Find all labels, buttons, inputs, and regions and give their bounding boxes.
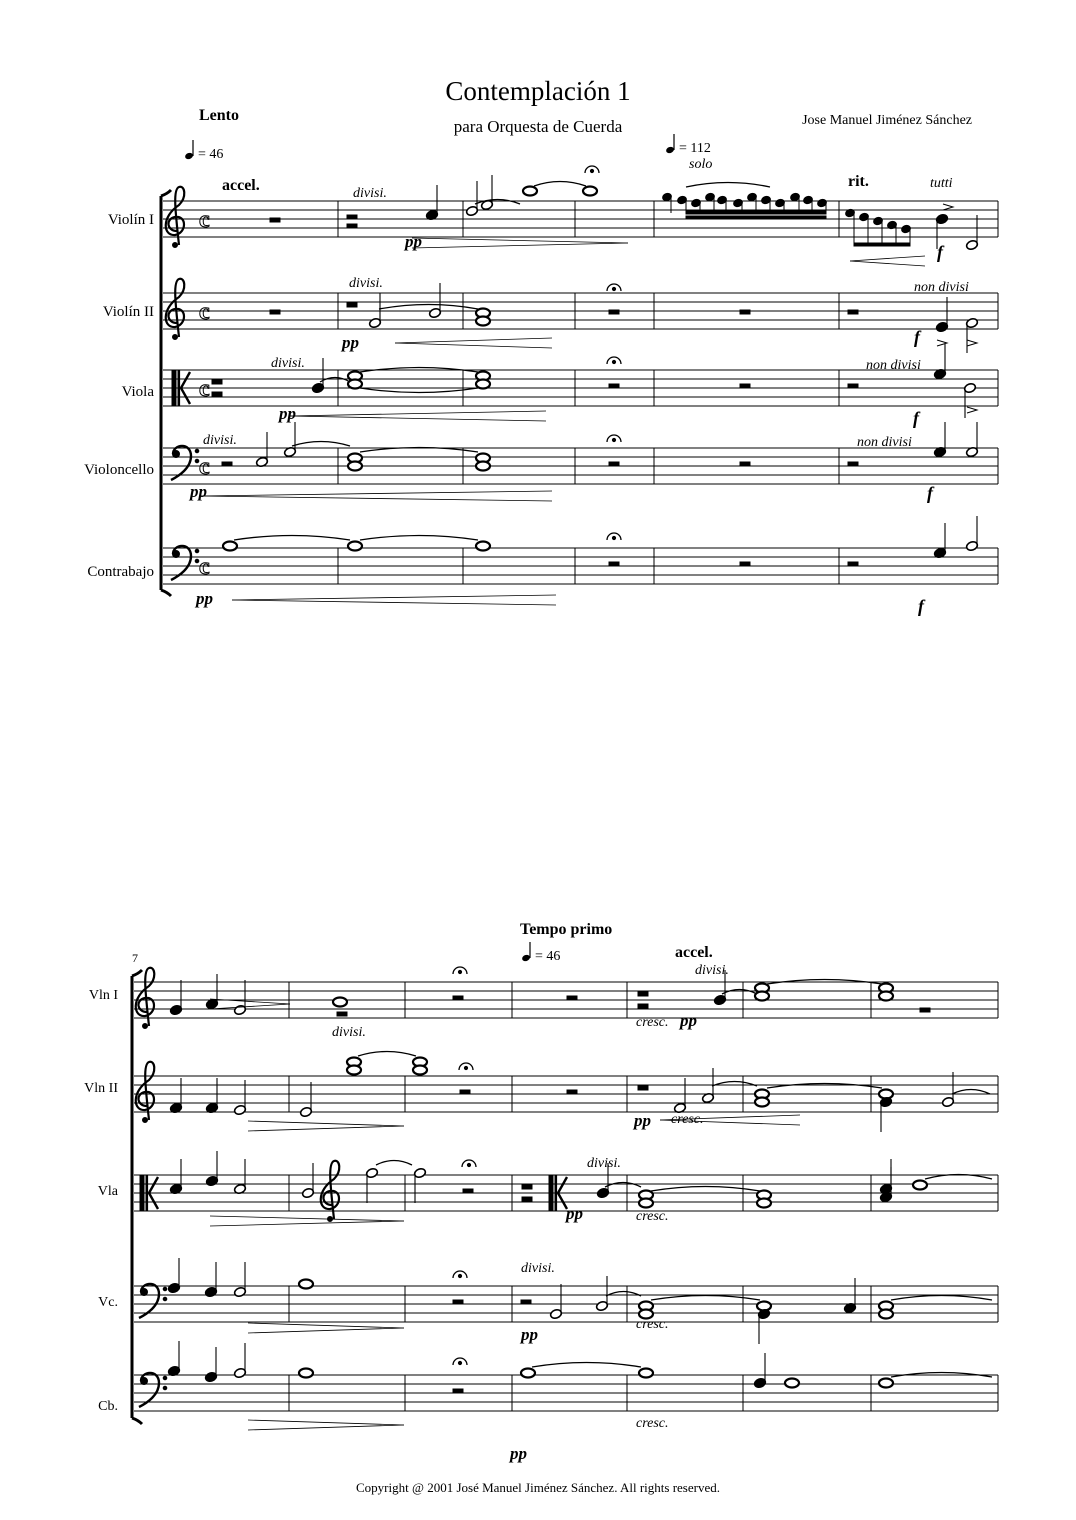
rest: [638, 1004, 648, 1008]
tie: [360, 388, 478, 393]
note: [879, 1096, 892, 1132]
clef-bar: [140, 1175, 144, 1211]
clef-bar: [146, 1175, 148, 1211]
composer-name: Jose Manuel Jiménez Sánchez: [802, 113, 972, 128]
time-signature: c: [199, 299, 210, 325]
dynamic-pp: pp: [190, 482, 207, 501]
notehead: [348, 462, 362, 471]
divisi-direction: divisi.: [349, 276, 383, 291]
time-signature: c: [199, 454, 210, 480]
instrument-name-bass: Contrabajo: [87, 564, 154, 580]
fermata-icon: [607, 435, 621, 442]
dynamic-pp: pp: [510, 1444, 527, 1463]
tie: [952, 1090, 990, 1095]
rest: [347, 303, 357, 307]
note: [673, 1078, 686, 1114]
rest: [848, 384, 858, 388]
tie: [651, 1187, 760, 1192]
fermata-dot: [458, 1274, 461, 1277]
metronome-mark: [184, 140, 223, 162]
fermata-dot: [612, 536, 615, 539]
whole-note: [879, 992, 893, 1001]
rest: [522, 1185, 532, 1189]
note: [283, 422, 296, 458]
dynamic-f: f: [913, 408, 919, 428]
hairpin-line: [232, 600, 556, 605]
notehead: [223, 542, 237, 551]
fermata-dot: [467, 1163, 470, 1166]
note: [965, 317, 978, 353]
clef-dot: [173, 243, 178, 248]
treble-clef-icon: [166, 279, 185, 340]
note: [965, 422, 978, 458]
treble-clef-icon: [136, 968, 155, 1029]
clef-dot: [195, 449, 199, 453]
fermata-dot: [612, 287, 615, 290]
instrument-name-violin-2: Vln II: [84, 1081, 118, 1096]
clef-path: [136, 1062, 155, 1120]
clef-bar: [555, 1175, 557, 1211]
metronome-mark: [521, 942, 560, 964]
dynamic-pp: pp: [405, 232, 422, 251]
rest: [347, 215, 357, 219]
rest: [567, 996, 577, 1000]
cresc-marking: cresc.: [636, 1416, 669, 1431]
notehead: [523, 187, 537, 196]
clef-dot: [141, 1378, 148, 1385]
staff-1: [163, 293, 998, 329]
tie: [234, 536, 350, 541]
dynamic-pp: pp: [342, 333, 359, 352]
clef-dot: [163, 1287, 167, 1291]
rest: [848, 310, 858, 314]
fermata-icon: [607, 533, 621, 540]
note: [933, 422, 946, 458]
hairpin-line: [248, 1323, 404, 1328]
dynamic-f: f: [918, 596, 924, 616]
rest: [638, 1086, 648, 1090]
note: [941, 1072, 954, 1108]
metronome-mark-2: [665, 134, 711, 156]
fermata-dot: [464, 1066, 467, 1069]
whole-note: [348, 462, 362, 471]
tie: [891, 1296, 992, 1301]
dynamic-pp: pp: [279, 404, 296, 423]
time-signature: c: [199, 376, 210, 402]
clef-dot: [143, 1118, 148, 1123]
clef-dot: [173, 551, 180, 558]
accel-marking: accel.: [222, 177, 260, 194]
notehead: [476, 317, 490, 326]
fermata-dot: [612, 360, 615, 363]
measure-number: 7: [132, 951, 138, 965]
hairpin-line: [290, 416, 546, 421]
notehead: [476, 380, 490, 389]
note: [757, 1308, 770, 1344]
divisi-direction: divisi.: [353, 186, 387, 201]
dynamic-f: f: [927, 483, 933, 503]
note: [299, 1082, 312, 1118]
note: [933, 344, 946, 380]
treble-clef-icon: [321, 1161, 340, 1222]
hairpin-line: [200, 496, 552, 501]
notehead: [299, 1369, 313, 1378]
staff-9: [134, 1375, 998, 1411]
whole-note: [476, 542, 490, 551]
whole-note: [521, 1369, 535, 1378]
divisi-direction: divisi.: [203, 433, 237, 448]
hairpin-line: [850, 256, 925, 261]
tie: [292, 442, 350, 447]
note: [233, 1159, 246, 1195]
rest: [920, 1008, 930, 1012]
divisi-direction: divisi.: [695, 963, 729, 978]
cresc-marking: cresc.: [636, 1317, 669, 1332]
note: [255, 432, 268, 468]
accent: [943, 204, 953, 210]
clef-dot: [163, 1376, 167, 1380]
non-divisi-direction: non divisi: [857, 435, 912, 450]
rest: [522, 1197, 532, 1201]
notehead: [413, 1066, 427, 1075]
dynamic-pp: pp: [196, 589, 213, 608]
hairpin-line: [248, 1420, 404, 1425]
whole-note: [755, 1098, 769, 1107]
treble-clef-icon: [136, 1062, 155, 1123]
tempo-marking: Lento: [199, 107, 239, 124]
time-signature: c: [199, 207, 210, 233]
whole-note: [347, 1066, 361, 1075]
divisi-direction: divisi.: [271, 356, 305, 371]
note: [753, 1353, 766, 1389]
copyright-notice: Copyright @ 2001 José Manuel Jiménez Sánchez. All rights reserved.: [356, 1480, 720, 1495]
notehead: [476, 462, 490, 471]
quarter-note-icon: [521, 942, 531, 962]
svg-text:= 46: = 46: [535, 949, 561, 964]
score-title: Contemplación 1: [445, 76, 631, 106]
note: [413, 1167, 426, 1203]
note: [233, 1343, 246, 1379]
whole-note: [879, 1310, 893, 1319]
rest: [609, 310, 619, 314]
fermata-icon: [607, 284, 621, 291]
dynamic-pp: pp: [566, 1204, 583, 1223]
rest: [567, 1090, 577, 1094]
dynamic-pp: pp: [634, 1111, 651, 1130]
rest: [212, 380, 222, 384]
beam: [854, 243, 910, 246]
whole-note: [879, 1379, 893, 1388]
note: [233, 1262, 246, 1298]
whole-note: [639, 1199, 653, 1208]
clef-bar: [172, 370, 176, 406]
whole-note: [299, 1280, 313, 1289]
instrument-name-viola: Vla: [97, 1184, 118, 1199]
rest: [740, 462, 750, 466]
tie: [376, 1161, 412, 1166]
note: [480, 175, 493, 211]
staff-4: [163, 548, 998, 584]
rest: [463, 1189, 473, 1193]
clef-path: [166, 187, 185, 245]
fermata-icon: [453, 1271, 467, 1278]
note: [549, 1284, 562, 1320]
tie: [320, 378, 350, 383]
note: [205, 1151, 218, 1187]
solo-direction: solo: [689, 157, 713, 172]
note: [204, 1262, 217, 1298]
note: [965, 516, 978, 552]
fermata-icon: [459, 1063, 473, 1070]
notehead: [639, 1199, 653, 1208]
notehead: [639, 1369, 653, 1378]
rest: [740, 310, 750, 314]
notehead: [755, 992, 769, 1001]
note: [204, 1347, 217, 1383]
hairpin-line: [395, 338, 552, 343]
clef-bar: [549, 1175, 553, 1211]
note: [205, 1078, 218, 1114]
hairpin-line: [210, 1216, 404, 1221]
divisi-direction: divisi.: [332, 1025, 366, 1040]
time-signature: c: [199, 554, 210, 580]
accent: [967, 340, 977, 346]
notehead: [299, 1280, 313, 1289]
whole-note: [476, 317, 490, 326]
rest: [638, 992, 648, 996]
note: [311, 358, 324, 394]
hairpin-line: [248, 1126, 404, 1131]
clef-dot: [173, 335, 178, 340]
hairpin-line: [200, 491, 552, 496]
divisi-direction: divisi.: [587, 1156, 621, 1171]
staff-2: [163, 370, 998, 406]
clef-dot: [163, 1297, 167, 1301]
tie: [722, 990, 757, 995]
notehead: [521, 1369, 535, 1378]
whole-note: [523, 187, 537, 196]
note: [167, 1258, 180, 1294]
dynamic-pp: pp: [680, 1011, 697, 1030]
divisi-direction: divisi.: [521, 1261, 555, 1276]
rest: [337, 1012, 347, 1016]
notehead: [785, 1379, 799, 1388]
dynamic-f: f: [914, 327, 920, 347]
note: [169, 1078, 182, 1114]
note: [843, 1278, 856, 1314]
notehead: [347, 1066, 361, 1075]
tie: [534, 182, 586, 187]
whole-note: [413, 1066, 427, 1075]
non-divisi-direction: non divisi: [866, 358, 921, 373]
hairpin-line: [248, 1425, 404, 1430]
hairpin-line: [232, 595, 556, 600]
whole-note: [348, 380, 362, 389]
clef-dot: [141, 1289, 148, 1296]
hairpin-line: [850, 261, 925, 266]
cresc-marking: cresc.: [671, 1112, 704, 1127]
clef-dot: [173, 451, 180, 458]
notehead: [348, 380, 362, 389]
note: [169, 980, 182, 1016]
clef-dot: [163, 1386, 167, 1390]
whole-note: [476, 462, 490, 471]
accel-marking: accel.: [675, 944, 713, 961]
fermata-icon: [585, 166, 599, 173]
rest: [848, 562, 858, 566]
tutti-direction: tutti: [930, 176, 953, 191]
note: [169, 1159, 182, 1195]
non-divisi-direction: non divisi: [914, 280, 969, 295]
notehead: [879, 1310, 893, 1319]
fermata-dot: [612, 438, 615, 441]
rest: [222, 462, 232, 466]
notehead: [879, 1379, 893, 1388]
clef-bar: [178, 370, 180, 406]
note: [425, 185, 438, 221]
instrument-name-cello: Violoncello: [84, 462, 154, 478]
note: [965, 215, 978, 251]
clef-dot: [195, 549, 199, 553]
note: [963, 382, 976, 418]
staff-5: [134, 982, 998, 1018]
whole-note: [639, 1369, 653, 1378]
notehead: [913, 1181, 927, 1190]
whole-note: [757, 1199, 771, 1208]
whole-note: [333, 998, 347, 1007]
notehead: [583, 187, 597, 196]
fermata-dot: [458, 970, 461, 973]
svg-text:= 46: = 46: [198, 147, 224, 162]
rest: [740, 384, 750, 388]
hairpin-line: [290, 411, 546, 416]
notehead: [348, 542, 362, 551]
dynamic-pp: pp: [521, 1325, 538, 1344]
note: [428, 283, 441, 319]
quarter-note-icon: [665, 134, 675, 154]
instrument-name-violin-2: Violín II: [102, 304, 154, 320]
clef-path: [166, 279, 185, 337]
cresc-marking: cresc.: [636, 1015, 669, 1030]
fermata-icon: [607, 357, 621, 364]
fermata-icon: [453, 967, 467, 974]
staff-6: [134, 1076, 998, 1112]
instrument-name-cello: Vc.: [98, 1295, 118, 1310]
rest: [609, 462, 619, 466]
rest: [212, 392, 222, 396]
whole-note: [223, 542, 237, 551]
note: [933, 523, 946, 559]
quarter-note-icon: [184, 140, 194, 160]
note: [365, 1167, 378, 1203]
hairpin-line: [210, 1004, 290, 1009]
fermata-dot: [458, 1361, 461, 1364]
rest: [848, 462, 858, 466]
rest: [460, 1090, 470, 1094]
notehead: [879, 992, 893, 1001]
note: [167, 1341, 180, 1377]
notehead: [476, 542, 490, 551]
hairpin-line: [412, 243, 628, 248]
whole-note: [755, 992, 769, 1001]
whole-note: [913, 1181, 927, 1190]
svg-text:= 112: = 112: [679, 141, 711, 156]
whole-note: [299, 1369, 313, 1378]
tie: [532, 1363, 641, 1368]
rest: [453, 1300, 463, 1304]
instrument-name-violin-1: Vln I: [88, 988, 118, 1003]
clef-path: [321, 1161, 340, 1219]
beam: [686, 211, 826, 214]
instrument-name-viola: Viola: [121, 384, 154, 400]
rest: [521, 1300, 531, 1304]
whole-note: [348, 542, 362, 551]
whole-note: [583, 187, 597, 196]
staff-8: [134, 1286, 998, 1322]
rest: [347, 224, 357, 228]
instrument-name-bass: Cb.: [98, 1399, 118, 1414]
note: [301, 1163, 314, 1199]
tie: [767, 1084, 882, 1089]
system-bracket: [161, 190, 171, 596]
staff-0: [163, 201, 998, 237]
tie: [360, 536, 478, 541]
tie: [605, 1183, 641, 1188]
tie: [358, 1052, 416, 1057]
accent: [967, 407, 977, 413]
fermata-icon: [453, 1358, 467, 1365]
tie: [651, 1296, 760, 1301]
note: [465, 181, 478, 217]
rest: [609, 562, 619, 566]
note: [233, 980, 246, 1016]
hairpin-line: [412, 238, 628, 243]
instrument-name-violin-1: Violín I: [107, 212, 154, 228]
clef-path: [136, 968, 155, 1026]
tie: [686, 183, 770, 188]
rest: [270, 310, 280, 314]
note: [205, 974, 218, 1010]
cresc-marking: cresc.: [636, 1209, 669, 1224]
whole-note: [785, 1379, 799, 1388]
hairpin-line: [395, 343, 552, 348]
fermata-dot: [590, 169, 593, 172]
rest: [740, 562, 750, 566]
notehead: [757, 1199, 771, 1208]
treble-clef-icon: [166, 187, 185, 248]
dynamic-f: f: [937, 242, 943, 262]
note: [595, 1276, 608, 1312]
rest: [270, 218, 280, 222]
clef-dot: [143, 1024, 148, 1029]
score-subtitle: para Orquesta de Cuerda: [453, 117, 623, 136]
whole-note: [476, 380, 490, 389]
rest: [609, 384, 619, 388]
hairpin-line: [210, 1221, 404, 1226]
rit-marking: rit.: [848, 173, 869, 190]
rest: [453, 996, 463, 1000]
rest: [453, 1389, 463, 1393]
hairpin-line: [248, 1328, 404, 1333]
hairpin-line: [248, 1121, 404, 1126]
fermata-icon: [462, 1160, 476, 1167]
tempo-marking: Tempo primo: [520, 921, 613, 938]
beam: [686, 216, 826, 219]
notehead: [333, 998, 347, 1007]
notehead: [755, 1098, 769, 1107]
